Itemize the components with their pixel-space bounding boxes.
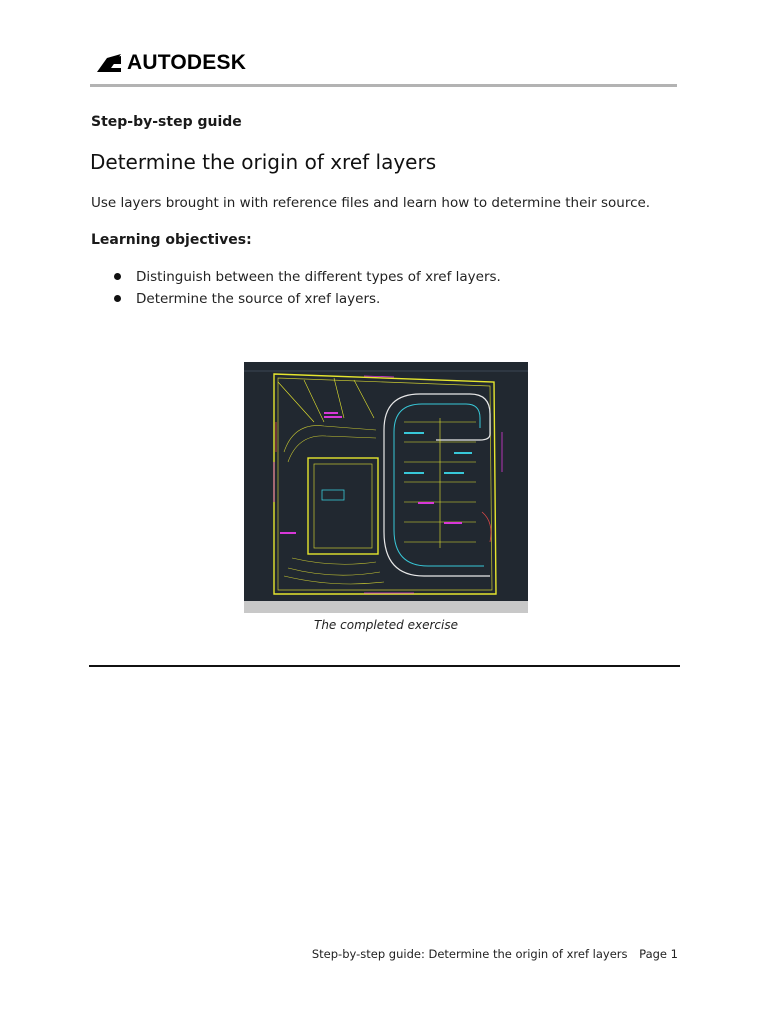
list-item: [112, 288, 501, 310]
learning-objectives-list: [112, 266, 501, 310]
bullet-icon: [114, 295, 121, 302]
bullet-icon: [114, 273, 121, 280]
objective-text: Distinguish between the different types of xref layers.: [136, 269, 501, 285]
footer-label: Step-by-step guide: Determine the origin of xref layers: [311, 947, 628, 961]
logo-text: AUTODESK: [127, 51, 247, 74]
header-divider: [90, 84, 677, 87]
figure-caption: The completed exercise: [314, 618, 458, 632]
learning-objectives-heading: Learning objectives:: [91, 232, 252, 248]
intro-text: Use layers brought in with reference files and learn how to determine their source.: [91, 195, 651, 211]
autodesk-logo: [97, 53, 246, 73]
completed-exercise-figure: [244, 362, 528, 613]
objective-text: Determine the source of xref layers.: [136, 291, 381, 307]
document-type-label: Step-by-step guide: [91, 114, 242, 130]
page-title: Determine the origin of xref layers: [90, 150, 437, 174]
footer-page-label: Page: [639, 947, 668, 961]
list-item: [112, 266, 501, 288]
autodesk-logo-mark-icon: [97, 54, 121, 72]
footer-page-number: 1: [670, 947, 678, 961]
cad-drawing-image: [244, 362, 528, 601]
page-footer: [312, 947, 678, 961]
content-divider: [89, 665, 680, 667]
